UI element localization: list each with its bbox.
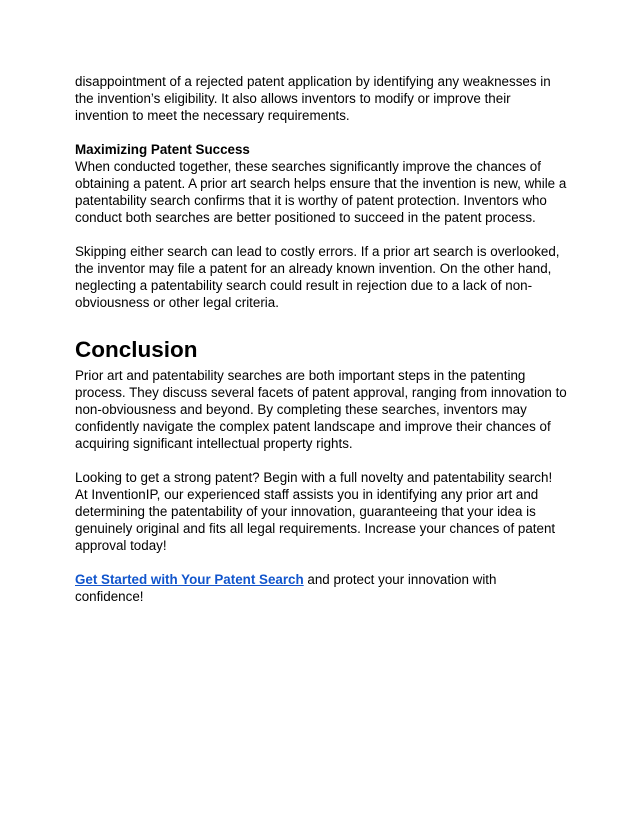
maximizing-paragraph-2: Skipping either search can lead to costly errors. If a prior art search is overlooked, the inventor may file a patent for an already known invention. On the other hand, neglecting a patentability search could result in rejection due to a lack of non-obviousness or other legal criteria. <box>75 244 560 310</box>
intro-paragraph: disappointment of a rejected patent application by identifying any weaknesses in the invention’s eligibility. It also allows inventors to modify or improve their invention to meet the necessary requirements. <box>75 74 551 123</box>
document-body <box>75 73 567 605</box>
cta-line <box>75 571 567 605</box>
cta-trailing-text: and protect your innovation with confidence! <box>75 572 497 604</box>
get-started-link[interactable]: Get Started with Your Patent Search <box>75 572 304 587</box>
spacer <box>75 311 567 336</box>
spacer <box>75 452 567 469</box>
conclusion-paragraph-1: Prior art and patentability searches are both important steps in the patenting process. They discuss several facets of patent approval, ranging from innovation to non-obviousness and beyond. By completing these searches, inventors may confidently navigate the complex patent landscape and improve their chances of acquiring significant intellectual property rights. <box>75 368 567 451</box>
spacer <box>75 554 567 571</box>
conclusion-heading: Conclusion <box>75 337 198 362</box>
spacer <box>75 226 567 243</box>
spacer <box>75 124 567 141</box>
conclusion-paragraph-2: Looking to get a strong patent? Begin with a full novelty and patentability search! At InventionIP, our experienced staff assists you in identifying any prior art and determining the patentability of your innovation, guaranteeing that your idea is genuinely original and fits all legal requirements. Increase your chances of patent approval today! <box>75 470 556 553</box>
section-heading-maximizing: Maximizing Patent Success <box>75 142 250 157</box>
maximizing-paragraph-1: When conducted together, these searches significantly improve the chances of obtaining a patent. A prior art search helps ensure that the invention is new, while a patentability search confirms that it is worthy of patent protection. Inventors who conduct both searches are better positioned to succeed in the patent process. <box>75 159 567 225</box>
